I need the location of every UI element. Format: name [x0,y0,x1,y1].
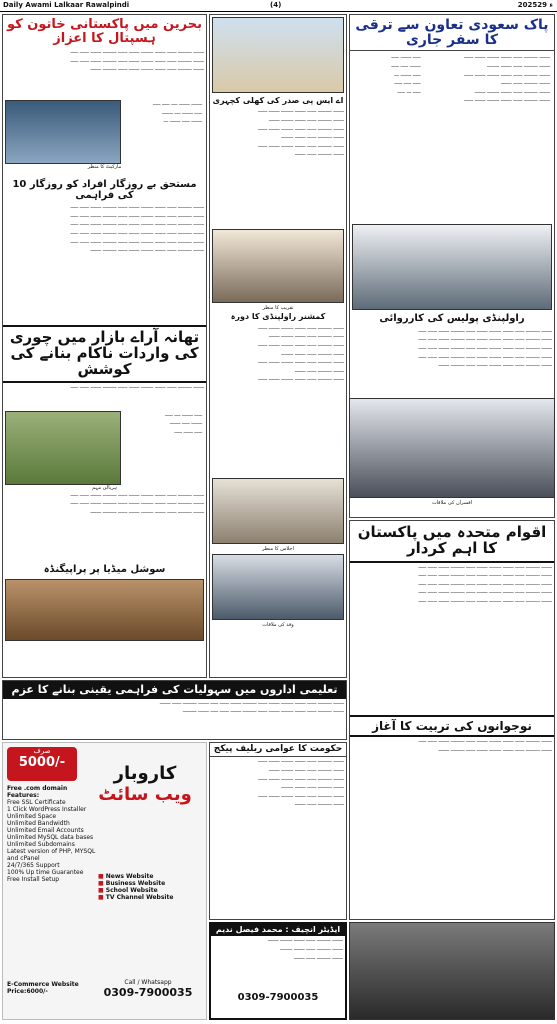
middle-band-headline: تعلیمی اداروں میں سہولیات کی فراہمی یقینی بنانے کا عزم [3,681,346,699]
services-list [98,873,198,901]
col1-mid-headline: 10 مستحق بے روزگار افراد کو روزگار کی فراہمی [12,179,197,201]
feature-item: Unlimited Email Accounts [7,827,84,834]
ad-headline-2: ویب سائٹ [98,784,192,805]
col2-mid-text: ـــــــ ـــــــــ ــــــ ـــــــ ــــــــ ـــــــ ــــــ ـــــــ ـــــــــ ــــــ ـــــــ ــــــــ ـــــــ ـــــــ ـــــــــ ــــــ ـــــــ ــــــــ ـــــــ ــــــ ـــــــ ـــــــــ ــــــ ـــــــ ــــــــ ـــــــ ـــــــــ ــــــ ـــــــ ــــــــ ـــــــ ــــــ ـــــــ ـــــــــ ــــــ ـــــــ ـــــــ ـــــــــ ــــــ ـــــــ ــــــــ ـــــــ ــــــ [258,324,344,383]
meeting-photo [212,478,344,544]
feature-item: 1 Click WordPress Installer [7,806,87,813]
center-box-text: ـــــــ ـــــــــ ــــــ ـــــــ ــــــــ ـــــــ ــــــ ـــــــ ـــــــــ ــــــ ـــــــ ــــــــ ـــــــ ـــــــ ـــــــــ ــــــ ـــــــ ــــــــ ـــــــ ــــــ ـــــــ ـــــــــ ــــــ ـــــــ ــــــــ ـــــــ ـــــــــ ــــــ ـــــــ ــــــــ ـــــــ ــــــ ـــــــ ـــــــــ ــــــ ـــــــ [258,758,344,808]
service-item: ■ School Website [98,887,158,894]
feature-item: Unlimited Space [7,813,57,820]
rally-photo [349,922,555,1020]
hosting-ad [2,742,207,1020]
photo3-caption: اجلاس کا منظر [262,545,294,552]
middle-band-text: ـــــــ ـــــــــ ــــــ ـــــــ ــــــــ ـــــــ ــــــ ـــــــــ ـــــــ ــــــ ـــــ ـــــــ ـــــــــ ــــــ ـــــــ ـــــــ ـــــــــ ــــــ ـــــــ ــــــــ ـــــــ ــــــ ـــــــــ ـــــــ ــــــ ـــــ ـــــــ ـــــــــ [159,699,344,715]
editor-title: ایڈیٹر انچیف : محمد فیصل ندیم [211,924,345,936]
photo1-caption: مارکیٹ کا منظر [87,164,122,171]
price-value: 5000/- [18,755,66,770]
editor-box [209,922,347,1020]
col2-mid-headline: کمشنر راولپنڈی کا دورہ [230,312,326,322]
photo4-caption: وفد کی ملاقات [262,621,294,628]
col1-top-text: ـــــــ ـــــــــ ــــــ ـــــــ ــــــــ ـــــــ ــــــ ـــــــــ ـــــــ ــــــ ـــــ ـــــــ ـــــــــ ــــــ ـــــــ ــــــــ ـــــــ ــــــ ـــــــــ ـــــــ ــــــ ـــــ ـــــــ ـــــــــ ــــــ ـــــــ ــــــــ ـــــــ ــــــ ـــــــــ ـــــــ [70,49,204,73]
masthead-date: 2025ء 29 [517,1,553,9]
ceremony-photo [212,229,344,303]
col1-low-text: ـــــــ ـــــــــ ــــــ ـــــــ ــــــــ ـــــــ ــــــ ـــــــــ ـــــــ ــــــ ـــــ ـــــــ ـــــــــ ــــــ ـــــــ ــــــــ ـــــــ ــــــ ـــــــــ ـــــــ ــــــ ـــــ ـــــــ ـــــــــ ــــــ ـــــــ ــــــــ ـــــــ ــــــ ـــــــــ ـــــــ [70,491,204,515]
right-lower-column [349,520,555,920]
editor-address: ـــــــ ـــــــــ ــــــ ـــــــ ــــــــ ـــــــ ـــــــ ـــــــــ ــــــ ـــــــ ــــــــ ـــــــ ـــــــــ ــــــ ـــــــ [267,937,343,961]
feature-item: 100% Up time Guarantee [7,869,84,876]
feature-item: Free SSL Certificate [7,799,66,806]
price-badge [7,747,77,781]
ad-domain: Free .com domain [7,785,68,792]
ad-headline-block [90,763,200,805]
editor-phone: 0309-7900035 [237,992,319,1004]
ecommerce-price: Price:6000/- [7,988,48,995]
price-label: صرف [33,747,51,755]
col1-side-text: ـــــــ ـــــــ ــــ ـــــ ـــــ ـــــ ـــــــ ــــ ـــــــ ـــــــ ـــــ ـــــــ ـــ [152,101,202,125]
page-number: (4) [270,1,282,9]
features-list [7,785,97,883]
col3-low-text: ـــــــ ـــــــــ ــــــ ـــــــ ــــــــ ـــــــ ــــــ ـــــــــ ـــــــ ــــــ ـــــ ـــــــ ـــــــــ ــــــ ـــــــ ــــــــ ـــــــ ــــــ ـــــــــ ـــــــ [418,738,552,753]
call-label: Call / Whatsapp [124,979,172,986]
center-box-headline: حکومت کا عوامی ریلیف پیکج [210,743,346,757]
col1-low-headline: سوشل میڈیا پر پراپیگنڈہ [43,563,166,575]
chimney-photo [212,17,344,93]
ad-headline-1: کاروبار [113,763,177,784]
col1-top-headline: بحرین میں پاکستانی خاتون کو ہسپتال کا اعزاز [7,17,202,46]
service-item: ■ Business Website [98,880,166,887]
col1-band-headline: تھانہ آراے بازار میں چوری کی واردات ناکام بنانے کی کوشش [3,325,206,382]
col2-top-text: ـــــــ ـــــــــ ــــــ ـــــــ ــــــــ ـــــــ ــــــ ـــــــ ـــــــــ ــــــ ـــــــ ــــــــ ـــــــ ـــــــ ـــــــــ ــــــ ـــــــ ــــــــ ـــــــ ــــــ ـــــــ ـــــــــ ــــــ ـــــــ ــــــــ ـــــــ ـــــــــ ــــــ ـــــــ ــــــــ ـــــــ ــــــ ـــــــ ـــــــــ ــــــ ـــــــ [258,108,344,158]
col2-top-headline: اے ایس پی صدر کی کھلی کچہری [212,96,344,105]
photo5-caption: ہریالی مہم [92,484,117,491]
masthead [0,0,557,12]
col3-top-side-text: ـــــ ـــــــ ـــــ ـــــــ ـــــ ـــــ ـــــ ـــــــ ـــ ـــــ ـــــ ـــــ ـــــ ـــ ـــــ [391,54,421,95]
col3-band-headline: اقوام متحدہ میں پاکستان کا اہم کردار [350,521,554,563]
feature-item: Unlimited Bandwidth [7,820,70,827]
left-column [2,14,207,678]
conference-photo [352,224,552,310]
call-number: 0309-7900035 [103,986,193,999]
delegation-photo [212,554,344,620]
feature-item: Latest version of PHP, MYSQL and cPanel [7,848,96,862]
feature-item: Free Install Setup [7,876,60,883]
col1-mid-text: ـــــــ ـــــــــ ــــــ ـــــــ ــــــــ ـــــــ ــــــ ـــــــــ ـــــــ ــــــ ـــــ ـــــــ ـــــــــ ــــــ ـــــــ ــــــــ ـــــــ ــــــ ـــــــــ ـــــــ ــــــ ـــــ ـــــــ ـــــــــ ــــــ ـــــــ ــــــــ ـــــــ ــــــ ـــــــــ ـــــــ ــــــ ـــــ ـــــــ ـــــــــ ــــــ ـــــــ ــــــــ ـــــــ ــــــ ـــــــــ ـــــــ ــــــ ـــــ ـــــــ ـــــــــ ــــــ ـــــــ ــــــــ ـــــــ ــــــ ـــــــــ ـــــــ ــــــ ـــــ ـــــــ ـــــــــ ــــــ ـــــــ ــــــــ ـــــــ ــــــ ـــــــــ ـــــــ [70,204,204,254]
contact-block [98,979,198,999]
ad-features-title: Features: [7,792,40,799]
col3-top-headline: پاک سعودی تعاون سے ترقی کا سفر جاری [350,15,554,51]
service-item: ■ News Website [98,873,154,880]
center-lower [209,742,347,920]
market-photo [5,100,121,164]
ecommerce-label: E-Commerce Website [7,981,79,988]
feature-item: Unlimited Subdomains [7,841,75,848]
col1-greenery-text: ـــــ ـــــــ ــــ ـــــ ـــــــ ـــــ ـــــــ ـــــ ــــــ ـــــ [165,411,202,435]
middle-band [2,680,347,740]
center-column [209,14,347,678]
col1-band-text: ـــــــ ـــــــــ ــــــ ـــــــ ــــــــ ـــــــ ــــــ ـــــــــ ـــــــ ــــــ ـــــ [70,383,204,390]
col3-low-headline: نوجوانوں کی تربیت کا آغاز [350,715,554,738]
service-item: ■ TV Channel Website [98,894,174,901]
col3-mid-text: ـــــــ ـــــــــ ــــــ ـــــــ ــــــــ ـــــــ ــــــ ـــــــــ ـــــــ ــــــ ـــــ ـــــــ ـــــــــ ــــــ ـــــــ ــــــــ ـــــــ ــــــ ـــــــــ ـــــــ ــــــ ـــــ ـــــــ ـــــــــ ــــــ ـــــــ ــــــــ ـــــــ ــــــ ـــــــــ ـــــــ ــــــ ـــــ ـــــــ ـــــــــ ــــــ ـــــــ ــــــــ ـــــــ ــــــ ـــــــــ ـــــــ ــــــ ـــــ ـــــــ ـــــــــ ــــــ ـــــــ ــــــــ ـــــــ ــــــ ـــــــــ ـــــــ [418,327,552,369]
col3-mid-headline: راولپنڈی پولیس کی کارروائی [379,313,525,325]
feature-item: Unlimited MySQL data bases [7,834,94,841]
photo2-caption: تقریب کا منظر [262,305,294,312]
greenery-photo [5,411,121,485]
masthead-left: Daily Awami Lalkaar Rawalpindi [3,1,130,9]
photo6-caption: افسران کی ملاقات [431,500,473,506]
ecommerce-block [7,981,97,995]
col3-top-text: ـــــــ ـــــــــ ــــــ ـــــــ ــــــــ ـــــــ ــــــ ـــــــ ـــــــــ ــــــ ـــــــ ــــــــ ـــــــ ـــــــــ ــــــ ـــــــ ــــــــ ـــــــ ــــــ ـــــــ ـــــــــ ــــــ ـــــــ ـــــــ ـــــــــ ــــــ ـــــــ ــــــــ ـــــــ ـــــــ ـــــــــ ــــــ ـــــــ ــــــــ ـــــــ ــــــ [464,54,550,104]
street-photo [5,579,204,641]
col3-band-text: ـــــــ ـــــــــ ــــــ ـــــــ ــــــــ ـــــــ ــــــ ـــــــــ ـــــــ ــــــ ـــــ ـــــــ ـــــــــ ــــــ ـــــــ ــــــــ ـــــــ ــــــ ـــــــــ ـــــــ ــــــ ـــــ ـــــــ ـــــــــ ــــــ ـــــــ ــــــــ ـــــــ ــــــ ـــــــــ ـــــــ ــــــ ـــــ ـــــــ ـــــــــ ــــــ ـــــــ ــــــــ ـــــــ ــــــ ـــــــــ ـــــــ ــــــ ـــــ ـــــــ ـــــــــ ــــــ ـــــــ ــــــــ ـــــــ ــــــ ـــــــــ ـــــــ ــــــ ـــــ [418,563,552,604]
feature-item: 24/7/365 Support [7,862,60,869]
officials-photo [349,398,555,498]
